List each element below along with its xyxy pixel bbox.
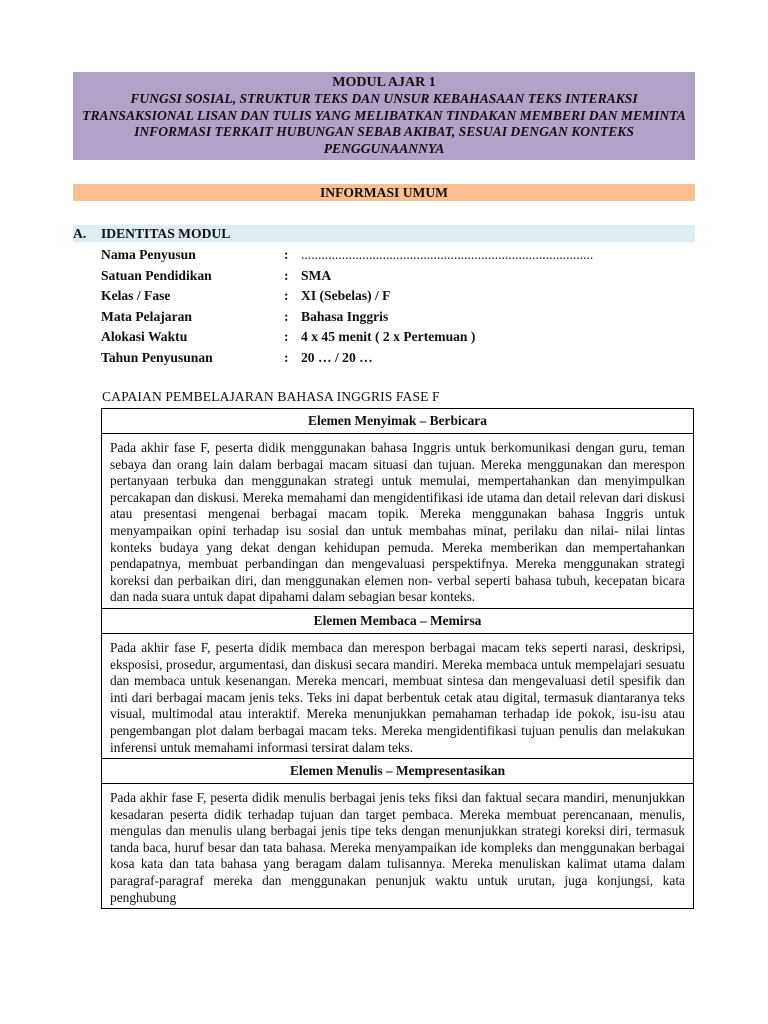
field-value: [301, 245, 593, 266]
element-description: Pada akhir fase F, peserta didik menulis berbagai jenis teks fiksi dan faktual secara mandiri, menunjukkan kesadaran peserta didik terhadap tujuan dan target pembaca. Mereka membuat perencanaan, menulis, mengulas dan menulis ulang berbagai jenis tipe teks dengan menunjukkan strategi koreksi diri, termasuk tanda baca, huruf besar dan tata bahasa. Mereka menyampaikan ide kompleks dan menggunakan berbagai kosa kata dan tata bahasa yang beragam dalam tulisannya. Mereka menuliskan kalimat utama dalam paragraf-paragraf mereka dan menggunakan penunjuk waktu untuk urutan, juga konjungsi, kata penghubung: [102, 784, 694, 909]
field-colon: :: [284, 329, 289, 344]
field-colon: :: [284, 349, 289, 365]
identitas-row: [101, 245, 695, 266]
element-title: Elemen Membaca – Memirsa: [102, 608, 694, 633]
field-label: Alokasi Waktu: [101, 329, 188, 344]
field-colon: :: [284, 267, 289, 283]
informasi-umum-heading: INFORMASI UMUM: [73, 184, 695, 201]
field-label: Satuan Pendidikan: [101, 267, 212, 283]
element-description: Pada akhir fase F, peserta didik menggunakan bahasa Inggris untuk berkomunikasi dengan guru, teman sebaya dan orang lain dalam berbagai macam situasi dan tujuan. Mereka menggunakan dan merespon pertanyaan terbuka dan menggunakan strategi untuk memulai, mempertahankan dan menyimpulkan percakapan dan diskusi. Mereka memahami dan mengidentifikasi ide utama dan detail relevan dari diskusi atau presentasi mengenai berbagai macam topik. Mereka menggunakan bahasa Inggris untuk menyampaikan opini terhadap isu sosial dan untuk membahas minat, perilaku dan nilai- nilai lintas konteks budaya yang dekat dengan kehidupan pemuda. Mereka memberikan dan mempertahankan pendapatnya, membuat perbandingan dan mengevaluasi perspektifnya. Mereka menggunakan strategi koreksi dan perbaikan diri, dan menggunakan elemen non- verbal seperti bahasa tubuh, kecepatan bicara dan nada suara untuk dapat dipahami dalam sebagian besar konteks.: [102, 434, 694, 609]
field-value: SMA: [301, 267, 332, 283]
table-row: [102, 784, 694, 909]
module-title-box: [73, 72, 695, 160]
field-value: 4 x 45 menit ( 2 x Pertemuan ): [301, 329, 476, 344]
field-colon: :: [284, 247, 289, 262]
capaian-table: [101, 408, 694, 909]
field-label: Kelas / Fase: [101, 288, 171, 303]
identitas-row: [101, 307, 695, 328]
element-title: Elemen Menulis – Mempresentasikan: [102, 759, 694, 784]
identitas-list: [101, 245, 695, 368]
section-label: IDENTITAS MODUL: [101, 226, 231, 241]
field-label: Nama Penyusun: [101, 247, 196, 262]
identitas-row: [101, 286, 695, 307]
module-number: MODUL AJAR 1: [332, 75, 436, 90]
element-description: Pada akhir fase F, peserta didik membaca dan merespon berbagai macam teks seperti narasi, deskripsi, eksposisi, prosedur, argumentasi, dan diskusi secara mandiri. Mereka membaca untuk mempelajari sesuatu dan membaca untuk kesenangan. Mereka mencari, membuat sintesa dan mengevaluasi detil spesifik dan inti dari berbagai macam jenis teks. Teks ini dapat berbentuk cetak atau digital, termasuk diantaranya teks visual, multimodal atau interaktif. Mereka menunjukkan pemahaman terhadap ide pokok, isu-isu atau pengembangan plot dalam berbagai macam teks. Mereka mengidentifikasi tujuan penulis dan melakukan inferensi untuk memahami informasi tersirat dalam teks.: [102, 633, 694, 758]
identitas-row: [101, 327, 695, 348]
field-colon: :: [284, 308, 289, 324]
section-letter: A.: [73, 226, 87, 241]
field-value: XI (Sebelas) / F: [301, 288, 391, 303]
identitas-row: [101, 348, 695, 369]
field-dots: ......................................................................................: [301, 247, 594, 262]
identitas-row: [101, 266, 695, 287]
table-row: [102, 409, 694, 434]
table-row: [102, 434, 694, 609]
field-colon: :: [284, 288, 289, 303]
section-a-heading: [73, 225, 695, 242]
table-row: [102, 759, 694, 784]
field-label: Mata Pelajaran: [101, 308, 192, 324]
field-value: 20 … / 20 …: [301, 349, 373, 365]
capaian-heading: CAPAIAN PEMBELAJARAN BAHASA INGGRIS FASE F: [102, 389, 440, 404]
table-row: [102, 608, 694, 633]
field-value: Bahasa Inggris: [301, 308, 389, 324]
element-title: Elemen Menyimak – Berbicara: [102, 409, 694, 434]
table-row: [102, 633, 694, 758]
field-label: Tahun Penyusunan: [101, 349, 213, 365]
module-subtitle: FUNGSI SOSIAL, STRUKTUR TEKS DAN UNSUR KEBAHASAAN TEKS INTERAKSI TRANSAKSIONAL LISAN DAN TULIS YANG MELIBATKAN TINDAKAN MEMBERI DAN MEMINTA INFORMASI TERKAIT HUBUNGAN SEBAB AKIBAT, SESUAI DENGAN KONTEKS PENGGUNAANNYA: [82, 91, 686, 156]
